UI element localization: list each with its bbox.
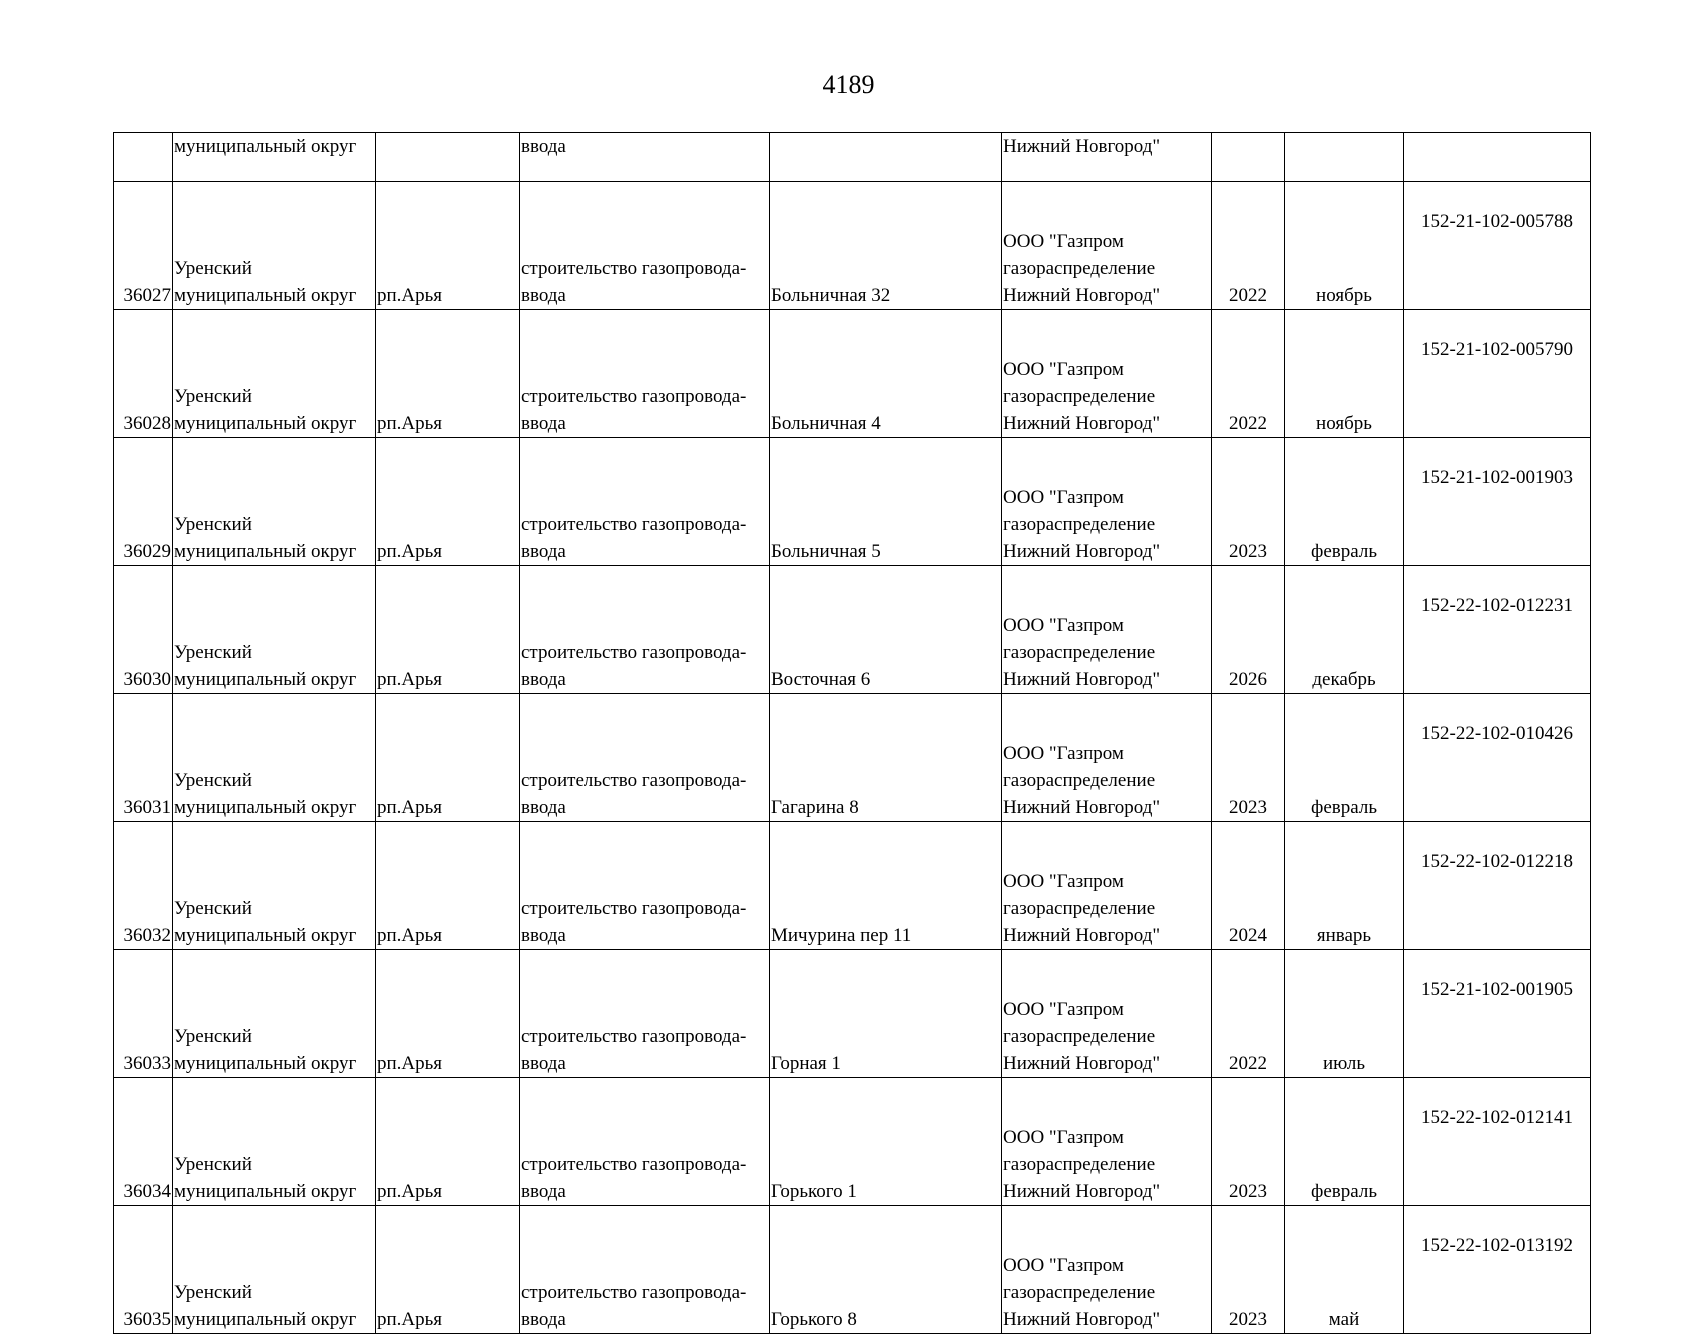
cell-code: 152-21-102-005788 <box>1404 182 1591 310</box>
cell-work-type <box>520 822 770 950</box>
cell-year: 2022 <box>1212 950 1285 1078</box>
cell-work-type <box>520 1078 770 1206</box>
cell-org-line-1: ООО "Газпром <box>1003 999 1124 1020</box>
cell-org-line-3: Нижний Новгород" <box>1003 541 1161 562</box>
cell-year: 2023 <box>1212 1078 1285 1206</box>
cell-district: муниципальный округ <box>173 133 376 182</box>
cell-work-type <box>520 1206 770 1334</box>
cell-org-line-3: Нижний Новгород" <box>1003 285 1161 306</box>
cell-month: июль <box>1285 950 1404 1078</box>
cell-org-line-1: ООО "Газпром <box>1003 743 1124 764</box>
cell-work-line-2: ввода <box>521 1309 566 1330</box>
cell-address <box>770 133 1002 182</box>
cell-org-line-2: газораспределение <box>1003 1154 1156 1175</box>
cell-work-line-1: строительство газопровода- <box>521 386 747 407</box>
cell-organization <box>1002 822 1212 950</box>
cell-district-line-2: муниципальный округ <box>174 669 357 690</box>
cell-org-line-1: ООО "Газпром <box>1003 615 1124 636</box>
cell-district <box>173 182 376 310</box>
cell-settlement: рп.Арья <box>376 822 520 950</box>
cell-number: 36030 <box>114 566 173 694</box>
cell-work-line-2: ввода <box>521 797 566 818</box>
cell-month: декабрь <box>1285 566 1404 694</box>
cell-work-type <box>520 694 770 822</box>
cell-work-line-1: строительство газопровода- <box>521 1154 747 1175</box>
cell-address: Горная 1 <box>770 950 1002 1078</box>
cell-work-line-2: ввода <box>521 285 566 306</box>
cell-org-line-3: Нижний Новгород" <box>1003 797 1161 818</box>
cell-org-line-3: Нижний Новгород" <box>1003 413 1161 434</box>
cell-organization <box>1002 694 1212 822</box>
table-row <box>114 950 1591 1078</box>
cell-district-line-1: Уренский <box>174 898 252 919</box>
cell-year: 2024 <box>1212 822 1285 950</box>
cell-work-line-1: строительство газопровода- <box>521 642 747 663</box>
cell-code: 152-22-102-010426 <box>1404 694 1591 822</box>
cell-org-line-2: газораспределение <box>1003 770 1156 791</box>
cell-year: 2026 <box>1212 566 1285 694</box>
cell-district <box>173 822 376 950</box>
cell-month: февраль <box>1285 438 1404 566</box>
cell-district-line-1: Уренский <box>174 1026 252 1047</box>
cell-org-line-2: газораспределение <box>1003 898 1156 919</box>
cell-organization <box>1002 182 1212 310</box>
table-row <box>114 822 1591 950</box>
cell-code: 152-21-102-005790 <box>1404 310 1591 438</box>
cell-org-line-3: Нижний Новгород" <box>1003 1181 1161 1202</box>
cell-settlement: рп.Арья <box>376 1078 520 1206</box>
cell-work-line-2: ввода <box>521 1053 566 1074</box>
cell-address: Гагарина 8 <box>770 694 1002 822</box>
cell-number: 36029 <box>114 438 173 566</box>
table-row <box>114 182 1591 310</box>
cell-number: 36034 <box>114 1078 173 1206</box>
cell-org-line-2: газораспределение <box>1003 642 1156 663</box>
cell-org-line-2: газораспределение <box>1003 1026 1156 1047</box>
cell-organization <box>1002 1078 1212 1206</box>
cell-settlement: рп.Арья <box>376 310 520 438</box>
registry-table <box>113 132 1591 1334</box>
cell-number: 36027 <box>114 182 173 310</box>
cell-year: 2022 <box>1212 182 1285 310</box>
cell-work-type <box>520 310 770 438</box>
cell-month <box>1285 133 1404 182</box>
cell-month: май <box>1285 1206 1404 1334</box>
cell-settlement: рп.Арья <box>376 566 520 694</box>
cell-month: ноябрь <box>1285 182 1404 310</box>
cell-work-line-1: строительство газопровода- <box>521 1026 747 1047</box>
page-number: 4189 <box>822 70 875 99</box>
cell-work-line-2: ввода <box>521 1181 566 1202</box>
cell-address: Восточная 6 <box>770 566 1002 694</box>
cell-settlement: рп.Арья <box>376 950 520 1078</box>
cell-district-line-2: муниципальный округ <box>174 1309 357 1330</box>
cell-org-line-2: газораспределение <box>1003 514 1156 535</box>
cell-district-line-2: муниципальный округ <box>174 925 357 946</box>
cell-organization <box>1002 310 1212 438</box>
cell-org-line-2: газораспределение <box>1003 258 1156 279</box>
cell-district-line-2: муниципальный округ <box>174 1053 357 1074</box>
cell-address: Больничная 32 <box>770 182 1002 310</box>
cell-district-line-1: Уренский <box>174 386 252 407</box>
cell-district-line-2: муниципальный округ <box>174 413 357 434</box>
cell-district <box>173 950 376 1078</box>
cell-number <box>114 133 173 182</box>
table-body <box>114 133 1591 1334</box>
cell-year: 2023 <box>1212 438 1285 566</box>
cell-org-line-3: Нижний Новгород" <box>1003 925 1161 946</box>
cell-district-line-2: муниципальный округ <box>174 1181 357 1202</box>
cell-code <box>1404 133 1591 182</box>
cell-organization <box>1002 950 1212 1078</box>
cell-district-line-2: муниципальный округ <box>174 797 357 818</box>
cell-organization <box>1002 566 1212 694</box>
cell-year: 2023 <box>1212 694 1285 822</box>
table-row <box>114 438 1591 566</box>
table-row <box>114 694 1591 822</box>
cell-settlement: рп.Арья <box>376 1206 520 1334</box>
cell-district-line-1: Уренский <box>174 1282 252 1303</box>
table-row <box>114 310 1591 438</box>
cell-address: Горького 8 <box>770 1206 1002 1334</box>
cell-district <box>173 1206 376 1334</box>
cell-org-line-1: ООО "Газпром <box>1003 231 1124 252</box>
cell-work-type <box>520 950 770 1078</box>
cell-district-line-1: Уренский <box>174 1154 252 1175</box>
cell-code: 152-22-102-013192 <box>1404 1206 1591 1334</box>
cell-number: 36032 <box>114 822 173 950</box>
cell-work-line-2: ввода <box>521 541 566 562</box>
cell-work-type <box>520 182 770 310</box>
cell-work-line-2: ввода <box>521 925 566 946</box>
cell-org-line-1: ООО "Газпром <box>1003 1255 1124 1276</box>
cell-district <box>173 310 376 438</box>
cell-month: январь <box>1285 822 1404 950</box>
cell-work-line-1: строительство газопровода- <box>521 514 747 535</box>
cell-district-line-1: Уренский <box>174 770 252 791</box>
cell-org-line-3: Нижний Новгород" <box>1003 1309 1161 1330</box>
cell-org-line-2: газораспределение <box>1003 386 1156 407</box>
cell-organization <box>1002 438 1212 566</box>
cell-code: 152-21-102-001903 <box>1404 438 1591 566</box>
cell-month: февраль <box>1285 1078 1404 1206</box>
cell-month: февраль <box>1285 694 1404 822</box>
cell-district <box>173 438 376 566</box>
table-row <box>114 1206 1591 1334</box>
cell-work-type <box>520 438 770 566</box>
cell-month: ноябрь <box>1285 310 1404 438</box>
cell-district <box>173 694 376 822</box>
cell-work-line-2: ввода <box>521 669 566 690</box>
cell-settlement <box>376 133 520 182</box>
cell-work-type <box>520 566 770 694</box>
cell-org-line-1: ООО "Газпром <box>1003 1127 1124 1148</box>
cell-year: 2023 <box>1212 1206 1285 1334</box>
cell-number: 36031 <box>114 694 173 822</box>
table-row <box>114 566 1591 694</box>
cell-address: Мичурина пер 11 <box>770 822 1002 950</box>
cell-org-line-1: ООО "Газпром <box>1003 359 1124 380</box>
cell-code: 152-22-102-012218 <box>1404 822 1591 950</box>
cell-settlement: рп.Арья <box>376 182 520 310</box>
cell-organization: Нижний Новгород" <box>1002 133 1212 182</box>
cell-org-line-3: Нижний Новгород" <box>1003 1053 1161 1074</box>
cell-org-line-2: газораспределение <box>1003 1282 1156 1303</box>
cell-org-line-3: Нижний Новгород" <box>1003 669 1161 690</box>
cell-settlement: рп.Арья <box>376 694 520 822</box>
cell-work-line-1: строительство газопровода- <box>521 770 747 791</box>
cell-settlement: рп.Арья <box>376 438 520 566</box>
cell-year <box>1212 133 1285 182</box>
cell-work-line-1: строительство газопровода- <box>521 258 747 279</box>
cell-district <box>173 566 376 694</box>
cell-address: Больничная 5 <box>770 438 1002 566</box>
cell-work-type: ввода <box>520 133 770 182</box>
cell-code: 152-21-102-001905 <box>1404 950 1591 1078</box>
cell-code: 152-22-102-012141 <box>1404 1078 1591 1206</box>
cell-work-line-1: строительство газопровода- <box>521 898 747 919</box>
cell-organization <box>1002 1206 1212 1334</box>
cell-district <box>173 1078 376 1206</box>
cell-district-line-2: муниципальный округ <box>174 541 357 562</box>
cell-code: 152-22-102-012231 <box>1404 566 1591 694</box>
table-row <box>114 1078 1591 1206</box>
cell-org-line-1: ООО "Газпром <box>1003 487 1124 508</box>
cell-district-line-2: муниципальный округ <box>174 285 357 306</box>
cell-org-line-1: ООО "Газпром <box>1003 871 1124 892</box>
cell-district-line-1: Уренский <box>174 642 252 663</box>
cell-district-line-1: Уренский <box>174 514 252 535</box>
cell-work-line-2: ввода <box>521 413 566 434</box>
cell-address: Больничная 4 <box>770 310 1002 438</box>
cell-address: Горького 1 <box>770 1078 1002 1206</box>
cell-number: 36028 <box>114 310 173 438</box>
cell-district-line-1: Уренский <box>174 258 252 279</box>
cell-work-line-1: строительство газопровода- <box>521 1282 747 1303</box>
cell-number: 36035 <box>114 1206 173 1334</box>
cell-number: 36033 <box>114 950 173 1078</box>
cell-year: 2022 <box>1212 310 1285 438</box>
table-row-continuation <box>114 133 1591 182</box>
